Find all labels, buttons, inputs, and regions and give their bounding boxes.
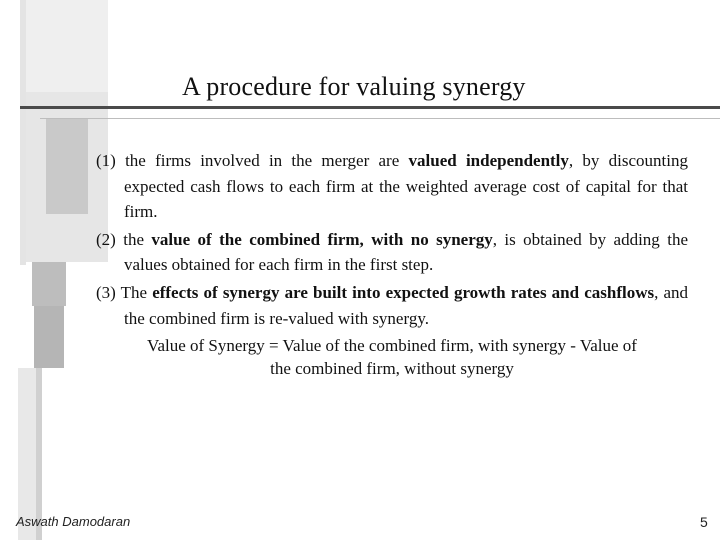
page-number: 5 [700, 514, 708, 530]
step-text: , and the combined firm is re-valued with synergy. [124, 282, 689, 328]
step-text: (3) The [96, 282, 153, 302]
decor-block [46, 118, 88, 214]
step-emphasis: value of the combined firm, with no synergy [151, 229, 493, 249]
step-text: , by discounting expected cash flows to each firm at the weighted average cost of capital for that firm. [124, 151, 688, 222]
step-3 [96, 280, 688, 331]
title-rule [20, 106, 720, 109]
formula-line: Value of Synergy = Value of the combined firm, with synergy - Value of [147, 336, 637, 356]
decor-block [32, 262, 66, 306]
decor-block [26, 0, 108, 92]
title-rule-thin [40, 118, 720, 119]
slide-title: A procedure for valuing synergy [182, 72, 526, 101]
slide-body [96, 148, 688, 380]
step-text: , is obtained by adding the values obtained for each firm in the first step. [124, 229, 688, 275]
footer-author: Aswath Damodaran [16, 514, 131, 529]
formula-line: the combined firm, without synergy [270, 359, 514, 379]
step-1 [96, 148, 688, 225]
step-2 [96, 227, 688, 278]
decor-block [34, 306, 64, 368]
step-text: (1) the firms involved in the merger are [96, 151, 409, 170]
step-text: (2) the [96, 229, 152, 249]
synergy-formula [96, 334, 688, 380]
step-emphasis: valued independently [408, 151, 569, 170]
step-emphasis: effects of synergy are built into expected growth rates and cashflows [152, 282, 655, 302]
